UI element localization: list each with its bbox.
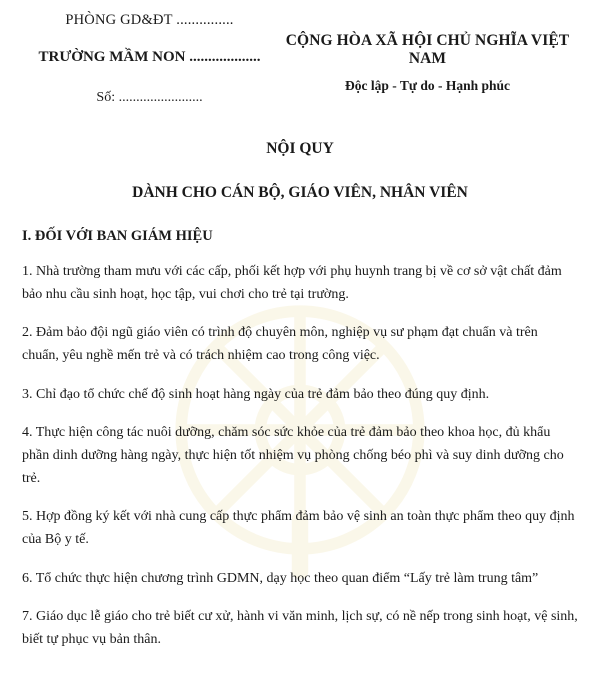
department-line: PHÒNG GD&ĐT ............... [65, 12, 234, 28]
rule-item: 2. Đảm bảo đội ngũ giáo viên có trình độ chuyên môn, nghiệp vụ sư phạm đạt chuẩn và trên chuẩn, yêu nghề mến trẻ và có trách nhiệm cao trong công việc. [22, 325, 538, 364]
national-motto: Độc lập - Tự do - Hạnh phúc [344, 78, 511, 93]
country-name: CỘNG HÒA XÃ HỘI CHỦ NGHĨA VIỆT NAM [285, 32, 570, 67]
header-right-block [277, 10, 578, 94]
section-heading: I. ĐỐI VỚI BAN GIÁM HIỆU [22, 228, 213, 244]
rule-item: 1. Nhà trường tham mưu với các cấp, phối kết hợp với phụ huynh trang bị về cơ sở vật chất đảm bảo nhu cầu sinh hoạt, học tập, vui chơi cho trẻ tại trường. [22, 264, 562, 302]
rule-item: 5. Hợp đồng ký kết với nhà cung cấp thực phẩm đảm bảo vệ sinh an toàn thực phẩm theo quy định của Bộ y tế. [22, 509, 575, 548]
document-header [22, 10, 578, 106]
serial-number-line: Số: ........................ [96, 90, 203, 105]
page-title: NỘI QUY [266, 140, 334, 157]
rule-item: 7. Giáo dục lễ giáo cho trẻ biết cư xử, hành vi văn minh, lịch sự, có nề nếp trong sinh hoạt, vệ sinh, biết tự phục vụ bản thân. [22, 609, 578, 648]
school-line: TRƯỜNG MẦM NON ................... [38, 49, 261, 65]
header-left-block [22, 10, 277, 106]
rule-item: 6. Tổ chức thực hiện chương trình GDMN, dạy học theo quan điểm “Lấy trẻ làm trung tâm” [22, 570, 539, 586]
page-subtitle: DÀNH CHO CÁN BỘ, GIÁO VIÊN, NHÂN VIÊN [132, 184, 468, 201]
rule-item: 4. Thực hiện công tác nuôi dưỡng, chăm sóc sức khỏe của trẻ đảm bảo theo khoa học, đủ khẩu phần dinh dưỡng hàng ngày, thực hiện tốt nhiệm vụ phòng chống béo phì và suy dinh dưỡng cho trẻ. [22, 425, 564, 486]
rule-item: 3. Chỉ đạo tổ chức chế độ sinh hoạt hàng ngày của trẻ đảm bảo theo đúng quy định. [22, 386, 490, 402]
